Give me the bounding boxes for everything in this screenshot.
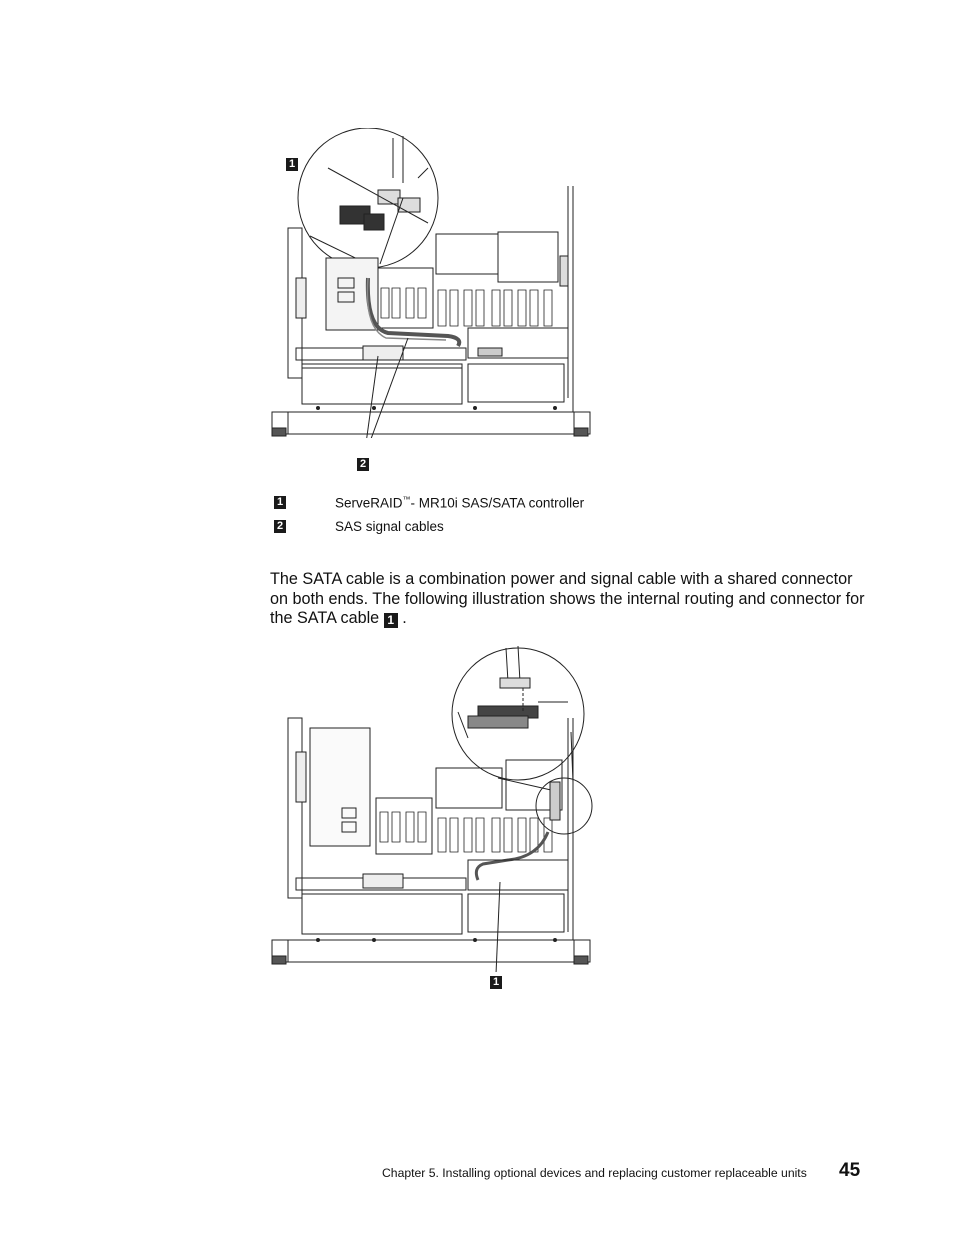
trademark-symbol: ™ bbox=[402, 495, 411, 504]
legend-text-rest: - MR10i SAS/SATA controller bbox=[410, 495, 585, 511]
legend-text-sas-cables: SAS signal cables bbox=[335, 519, 444, 534]
page-number: 45 bbox=[839, 1160, 861, 1181]
paragraph-callout-1: 1 bbox=[384, 613, 398, 628]
body-paragraph bbox=[270, 570, 870, 629]
figure1-callout-1: 1 bbox=[286, 158, 298, 171]
figure-sata-cable-routing bbox=[268, 642, 598, 972]
figure-sas-cable-routing bbox=[268, 128, 598, 438]
legend-text-controller bbox=[335, 495, 584, 511]
figure1-callout-2: 2 bbox=[357, 458, 369, 471]
legend-callout-1: 1 bbox=[274, 496, 286, 509]
paragraph-period: . bbox=[402, 609, 407, 627]
paragraph-text: The SATA cable is a combination power and signal cable with a shared connector on both ends. The following illustration shows the internal routing and connector for the SATA cable bbox=[270, 570, 865, 627]
legend-callout-2: 2 bbox=[274, 520, 286, 533]
footer-chapter-title: Chapter 5. Installing optional devices and replacing customer replaceable units bbox=[382, 1166, 807, 1180]
legend-text-main: ServeRAID bbox=[335, 495, 403, 511]
figure2-callout-1: 1 bbox=[490, 976, 502, 989]
